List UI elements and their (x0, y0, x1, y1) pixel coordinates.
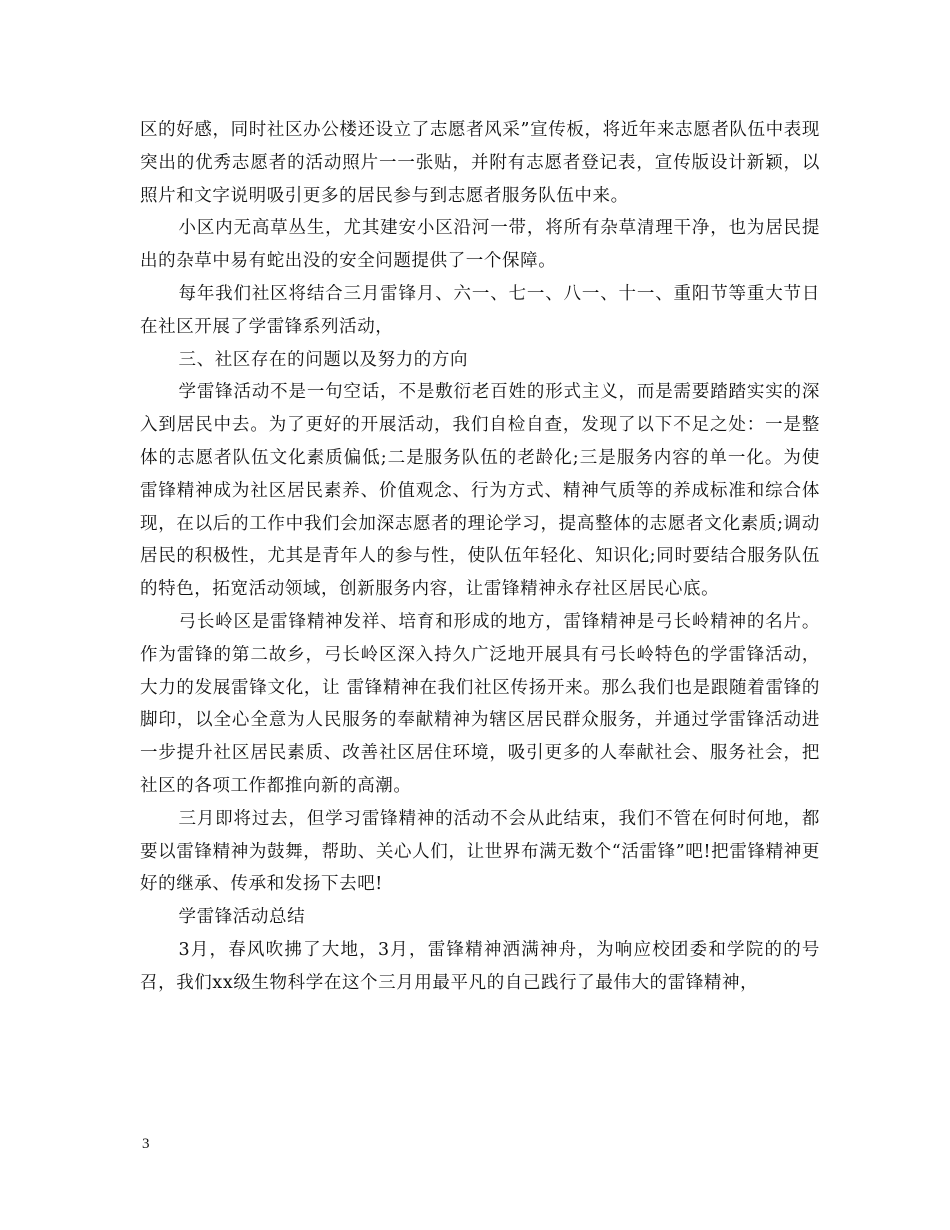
section-heading-summary: 学雷锋活动总结 (178, 907, 306, 928)
paragraph-gongchangling: 弓长岭区是雷锋精神发祥、培育和形成的地方，雷锋精神是弓长岭精神的名片。作为雷锋的第二故乡，弓长岭区深入持久广泛地开展具有弓长岭特色的学雷锋活动，大力的发展雷锋文化，让 雷锋精神在我们社区传扬开来。那么我们也是跟随着雷锋的脚印，以全心全意为人民服务的奉献精神为辖区居民群众服务，并通过学雷锋活动进一步提升社区居民素质、改善社区居住环境，吸引更多的人奉献社会、服务社会，把社区的各项工作都推向新的高潮。 (140, 611, 820, 796)
document-body (140, 114, 820, 1000)
paragraph-weeds: 小区内无高草丛生，尤其建安小区沿河一带，将所有杂草清理干净，也为居民提出的杂草中易有蛇出没的安全问题提供了一个保障。 (140, 218, 820, 272)
paragraph-shortcomings: 学雷锋活动不是一句空话，不是敷衍老百姓的形式主义，而是需要踏踏实实的深入到居民中去。为了更好的开展活动，我们自检自查，发现了以下不足之处：一是整体的志愿者队伍文化素质偏低;二是服务队伍的老龄化;三是服务内容的单一化。为使雷锋精神成为社区居民素养、价值观念、行为方式、精神气质等的养成标准和综合体现，在以后的工作中我们会加深志愿者的理论学习，提高整体的志愿者文化素质;调动居民的积极性，尤其是青年人的参与性，使队伍年轻化、知识化;同时要结合服务队伍的特色，拓宽活动领域，创新服务内容，让雷锋精神永存社区居民心底。 (140, 382, 820, 600)
page-number: 3 (142, 1136, 150, 1152)
paragraph-continuation: 区的好感，同时社区办公楼还设立了志愿者风采”宣传板，将近年来志愿者队伍中表现突出的优秀志愿者的活动照片一一张贴，并附有志愿者登记表，宣传版设计新颖，以照片和文字说明吸引更多的居民参与到志愿者服务队伍中来。 (140, 120, 820, 206)
paragraph-march-spring: 3月，春风吹拂了大地，3月，雷锋精神洒满神舟，为响应校团委和学院的的号召，我们xx级生物科学在这个三月用最平凡的自己践行了最伟大的雷锋精神， (140, 939, 820, 993)
paragraph-march-ending: 三月即将过去，但学习雷锋精神的活动不会从此结束，我们不管在何时何地，都要以雷锋精神为鼓舞，帮助、关心人们，让世界布满无数个“活雷锋”吧!把雷锋精神更好的继承、传承和发扬下去吧! (140, 808, 820, 895)
paragraph-annual-activities: 每年我们社区将结合三月雷锋月、六一、七一、八一、十一、重阳节等重大节日在社区开展了学雷锋系列活动， (140, 283, 820, 337)
section-heading-problems: 三、社区存在的问题以及努力的方向 (178, 349, 469, 370)
